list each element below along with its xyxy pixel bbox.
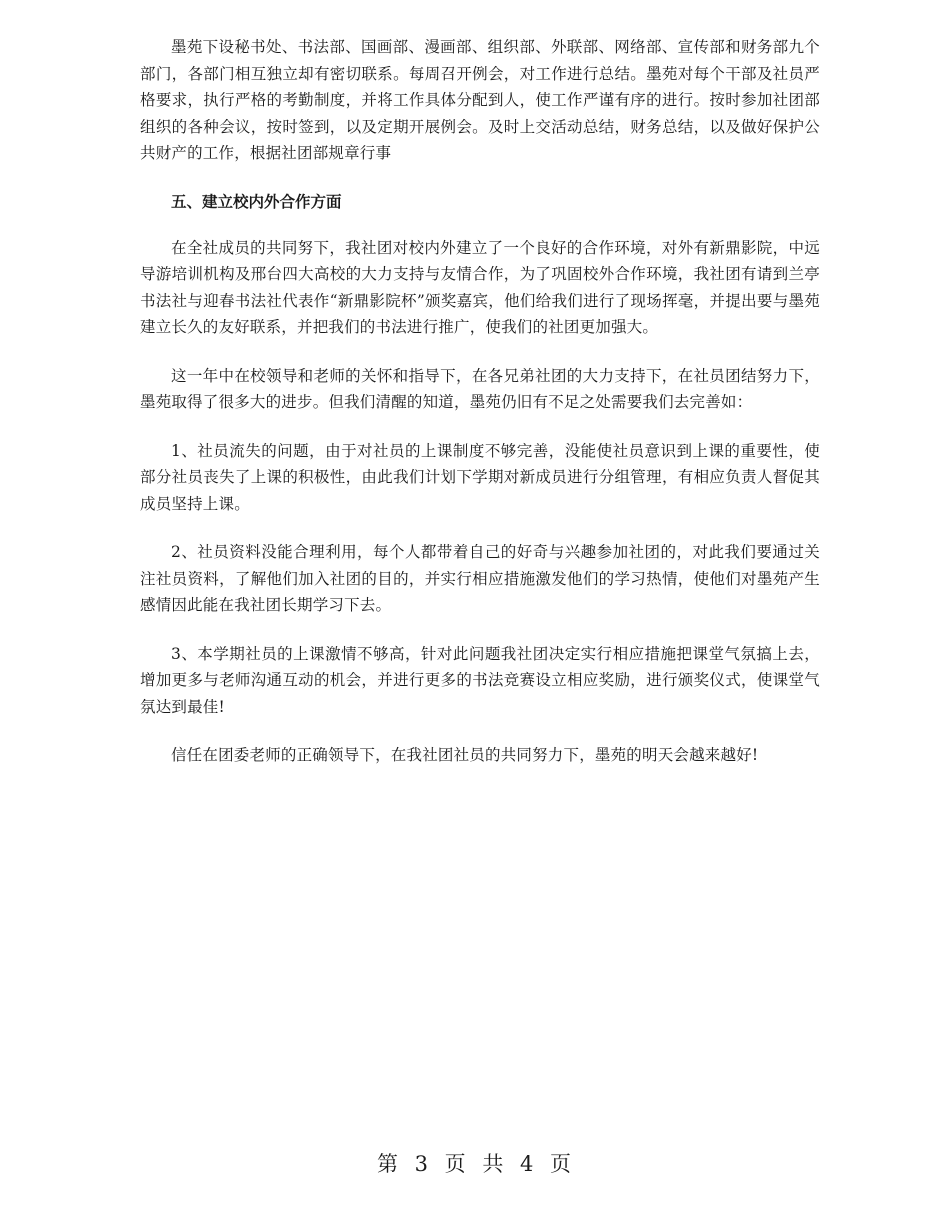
paragraph-closing: 信任在团委老师的正确领导下，在我社团社员的共同努力下，墨苑的明天会越来越好! bbox=[171, 746, 759, 764]
page-number-footer: 第 3 页 共 4 页 bbox=[376, 1152, 574, 1176]
paragraph-issue-1: 1、社员流失的问题，由于对社员的上课制度不够完善，没能使社员意识到上课的重要性，使部分社员丧失了上课的积极性，由此我们计划下学期对新成员进行分组管理，有相应负责人督促其成员坚持上课。 bbox=[140, 441, 820, 513]
paragraph-cooperation: 在全社成员的共同努下，我社团对校内外建立了一个良好的合作环境，对外有新鼎影院，中远导游培训机构及邢台四大高校的大力支持与友情合作，为了巩固校外合作环境，我社团有请到兰亭书法社与迎春书法社代表作“新鼎影院杯”颁奖嘉宾，他们给我们进行了现场挥毫，并提出要与墨苑建立长久的友好联系，并把我们的书法进行推广，使我们的社团更加强大。 bbox=[140, 238, 820, 336]
paragraph-progress: 这一年中在校领导和老师的关怀和指导下，在各兄弟社团的大力支持下，在社员团结努力下，墨苑取得了很多大的进步。但我们清醒的知道，墨苑仍旧有不足之处需要我们去完善如： bbox=[140, 366, 820, 411]
document-body bbox=[140, 34, 820, 791]
paragraph-issue-3: 3、本学期社员的上课激情不够高，针对此问题我社团决定实行相应措施把课堂气氛搞上去，增加更多与老师沟通互动的机会，并进行更多的书法竞赛设立相应奖励，进行颁奖仪式，使课堂气氛达到最佳! bbox=[140, 644, 820, 716]
paragraph-departments: 墨苑下设秘书处、书法部、国画部、漫画部、组织部、外联部、网络部、宣传部和财务部九个部门，各部门相互独立却有密切联系。每周召开例会，对工作进行总结。墨苑对每个干部及社员严格要求，执行严格的考勤制度，并将工作具体分配到人，使工作严谨有序的进行。按时参加社团部组织的各种会议，按时签到，以及定期开展例会。及时上交活动总结，财务总结，以及做好保护公共财产的工作，根据社团部规章行事 bbox=[140, 38, 820, 162]
paragraph-issue-2: 2、社员资料没能合理利用，每个人都带着自己的好奇与兴趣参加社团的，对此我们要通过关注社员资料，了解他们加入社团的目的，并实行相应措施激发他们的学习热情，使他们对墨苑产生感情因此能在我社团长期学习下去。 bbox=[140, 543, 820, 614]
section-heading-cooperation: 五、建立校内外合作方面 bbox=[171, 192, 342, 211]
